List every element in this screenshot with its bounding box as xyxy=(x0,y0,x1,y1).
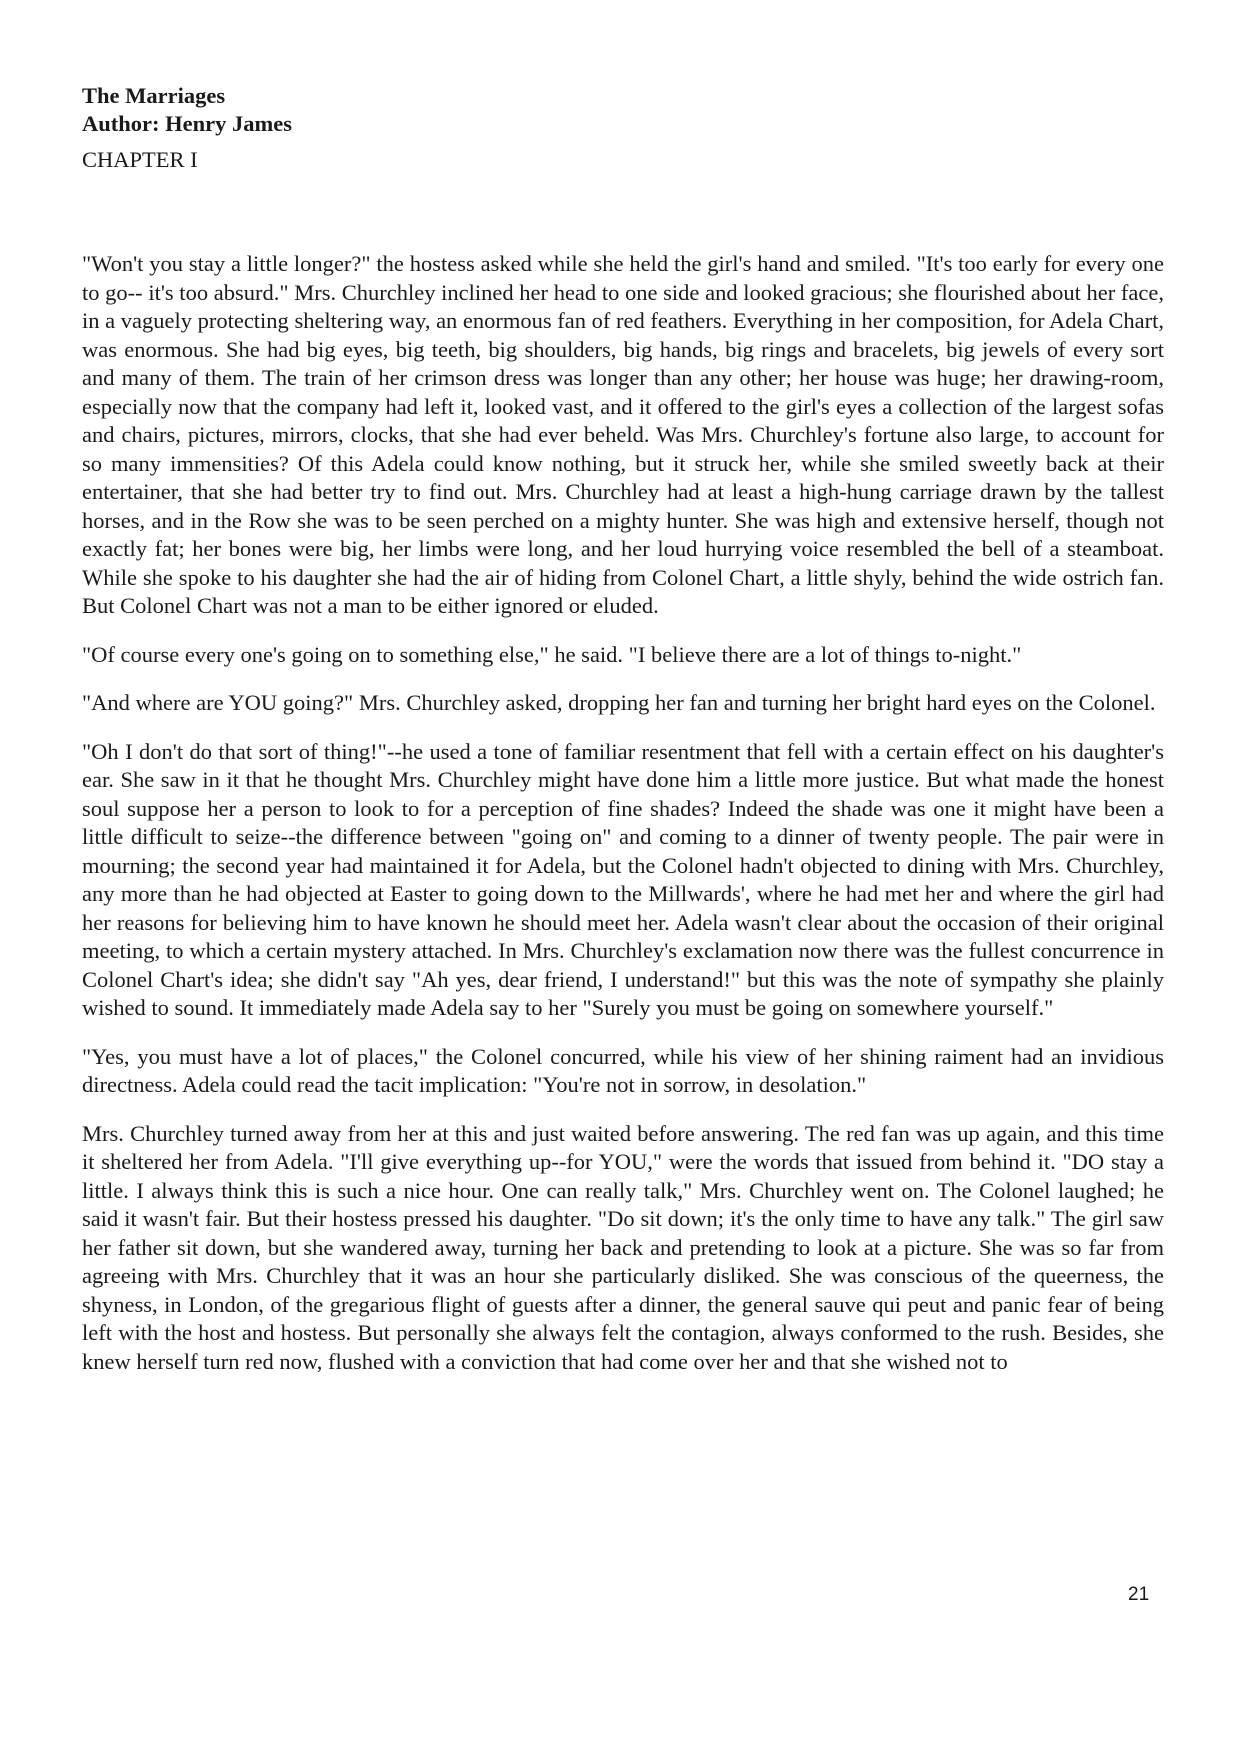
paragraph: Mrs. Churchley turned away from her at this and just waited before answering. The red fan was up again, and this time it sheltered her from Adela. "I'll give everything up--for YOU," were the words that issued from behind it. "DO stay a little. I always think this is such a nice hour. One can really talk," Mrs. Churchley went on. The Colonel laughed; he said it wasn't fair. But their hostess pressed his daughter. "Do sit down; it's the only time to have any talk." The girl saw her father sit down, but she wandered away, turning her back and pretending to look at a picture. She was so far from agreeing with Mrs. Churchley that it was an hour she particularly disliked. She was conscious of the queerness, the shyness, in London, of the gregarious flight of guests after a dinner, the general sauve qui peut and panic fear of being left with the host and hostess. But personally she always felt the contagion, always conformed to the rush. Besides, she knew herself turn red now, flushed with a conviction that had come over her and that she wished not to xyxy=(82,1120,1164,1374)
paragraph: "Yes, you must have a lot of places," the Colonel concurred, while his view of her shining raiment had an invidious directness. Adela could read the tacit implication: "You're not in sorrow, in desolation." xyxy=(82,1043,1164,1097)
paragraph: "Oh I don't do that sort of thing!"--he used a tone of familiar resentment that fell with a certain effect on his daughter's ear. She saw in it that he thought Mrs. Churchley might have done him a little more justice. But what made the honest soul suppose her a person to look to for a perception of fine shades? Indeed the shade was one it might have been a little difficult to seize--the difference between "going on" and coming to a dinner of twenty people. The pair were in mourning; the second year had maintained it for Adela, but the Colonel hadn't objected to dining with Mrs. Churchley, any more than he had objected at Easter to going down to the Millwards', where he had met her and where the girl had her reasons for believing him to have known he should meet her. Adela wasn't clear about the occasion of their original meeting, to which a certain mystery attached. In Mrs. Churchley's exclamation now there was the fullest concurrence in Colonel Chart's idea; she didn't say "Ah yes, dear friend, I understand!" but this was the note of sympathy she plainly wished to sound. It immediately made Adela say to her "Surely you must be going on somewhere yourself." xyxy=(82,738,1164,1020)
page xyxy=(82,82,1164,1396)
document-header xyxy=(82,82,1164,174)
chapter-heading: CHAPTER I xyxy=(82,147,198,172)
paragraph: "And where are YOU going?" Mrs. Churchley asked, dropping her fan and turning her bright hard eyes on the Colonel. xyxy=(82,690,1156,715)
page-number: 21 xyxy=(1128,1584,1150,1605)
paragraph: "Of course every one's going on to something else," he said. "I believe there are a lot of things to-night." xyxy=(82,641,1022,667)
book-author: Author: Henry James xyxy=(82,111,292,136)
body-text xyxy=(82,250,1164,1376)
paragraph: "Won't you stay a little longer?" the hostess asked while she held the girl's hand and smiled. "It's too early for every one to go-- it's too absurd." Mrs. Churchley inclined her head to one side and looked gracious; she flourished about her face, in a vaguely protecting sheltering way, an enormous fan of red feathers. Everything in her composition, for Adela Chart, was enormous. She had big eyes, big teeth, big shoulders, big hands, big rings and bracelets, big jewels of every sort and many of them. The train of her crimson dress was longer than any other; her house was huge; her drawing-room, especially now that the company had left it, looked vast, and it offered to the girl's eyes a collection of the largest sofas and chairs, pictures, mirrors, clocks, that she had ever beheld. Was Mrs. Churchley's fortune also large, to account for so many immensities? Of this Adela could know nothing, but it struck her, while she smiled sweetly back at their entertainer, that she had better try to find out. Mrs. Churchley had at least a high-hung carriage drawn by the tallest horses, and in the Row she was to be seen perched on a mighty hunter. She was high and extensive herself, though not exactly fat; her bones were big, her limbs were long, and her loud hurrying voice resembled the bell of a steamboat. While she spoke to his daughter she had the air of hiding from Colonel Chart, a little shyly, behind the wide ostrich fan. But Colonel Chart was not a man to be either ignored or eluded. xyxy=(82,251,1164,618)
book-title: The Marriages xyxy=(82,83,226,108)
